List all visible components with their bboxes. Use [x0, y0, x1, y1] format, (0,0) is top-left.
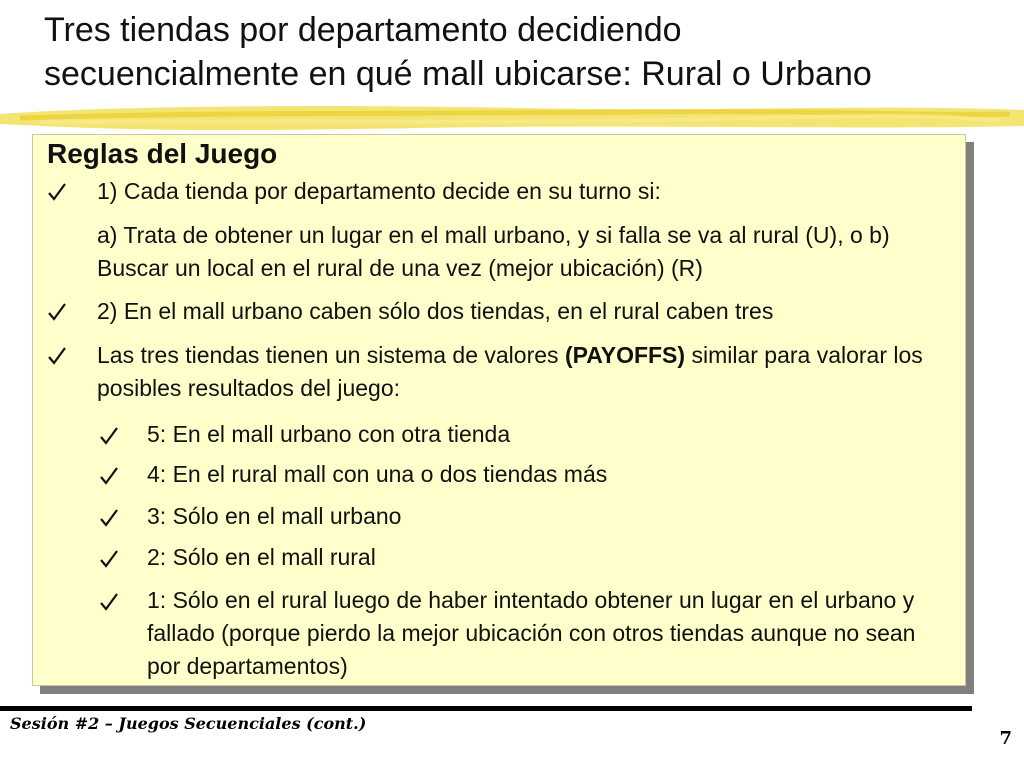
checkmark-icon: [99, 591, 119, 613]
checkmark-icon: [47, 301, 67, 323]
checkmark-icon: [99, 507, 119, 529]
slide-title-line2: secuencialmente en qué mall ubicarse: Rural o Urbano: [44, 55, 872, 93]
rule-item-2: 2) En el mall urbano caben sólo dos tiendas, en el rural caben tres: [97, 298, 774, 324]
rule-item-1-sub: a) Trata de obtener un lugar en el mall urbano, y si falla se va al rural (U), o b) Buscar un local en el rural de una vez (mejor ubicación) (R): [97, 222, 890, 281]
checkmark-icon: [47, 345, 67, 367]
checkmark-icon: [47, 181, 67, 203]
footer-session-label: Sesión #2 – Juegos Secuenciales (cont.): [10, 714, 367, 733]
rule-item-3-text-a: Las tres tiendas tienen un sistema de valores: [97, 342, 565, 368]
payoff-item: 2: Sólo en el mall rural: [147, 544, 376, 570]
checkmark-icon: [99, 465, 119, 487]
rules-heading: Reglas del Juego: [47, 138, 278, 169]
payoff-item: 3: Sólo en el mall urbano: [147, 503, 402, 529]
checkmark-icon: [99, 548, 119, 570]
payoff-item: 1: Sólo en el rural luego de haber intentado obtener un lugar en el urbano y fallado (porque pierdo la mejor ubicación con otros tiendas aunque no sean por departamentos): [147, 587, 916, 679]
slide-title-line1: Tres tiendas por departamento decidiendo: [44, 11, 682, 49]
rules-box: [32, 134, 966, 686]
page-number: 7: [999, 728, 1012, 749]
footer-divider: [0, 706, 972, 711]
slide-title: [44, 8, 1004, 96]
payoff-item: 4: En el rural mall con una o dos tiendas más: [147, 461, 608, 487]
rule-item-3: [97, 339, 947, 405]
checkmark-icon: [99, 425, 119, 447]
title-brush-stroke: [0, 100, 1024, 134]
rule-item-1: 1) Cada tienda por departamento decide en su turno si:: [97, 178, 661, 204]
payoffs-term: (PAYOFFS): [564, 342, 686, 368]
payoff-item: 5: En el mall urbano con otra tienda: [147, 421, 511, 447]
rule-item-3-text-b: similar para valorar los posibles resultados del juego:: [97, 342, 923, 401]
